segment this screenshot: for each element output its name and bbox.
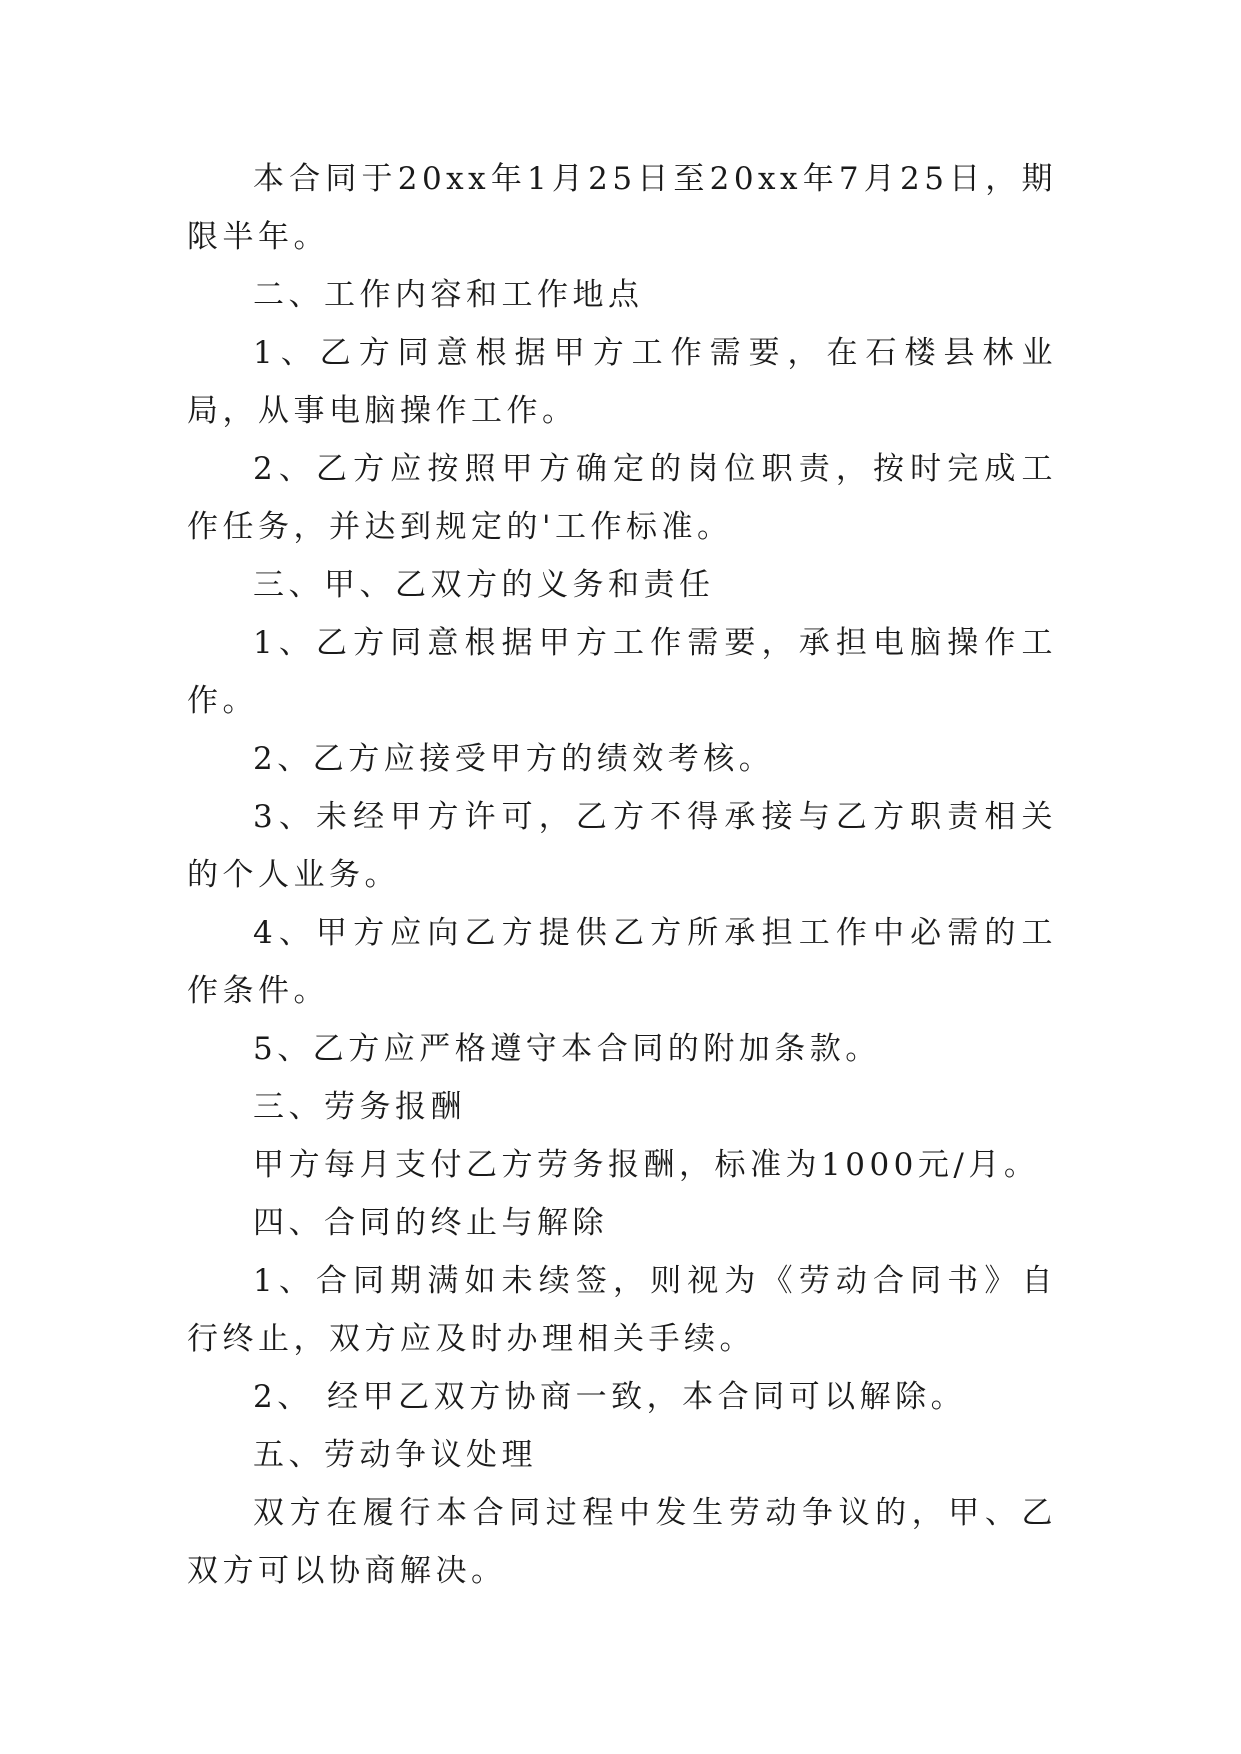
section-heading-termination: 四、合同的终止与解除: [253, 1205, 608, 1241]
termination-item-1: 1、合同期满如未续签，则视为《劳动合同书》自行终止，双方应及时办理相关手续。: [187, 1263, 1057, 1357]
contract-term-paragraph: 本合同于20xx年1月25日至20xx年7月25日，期限半年。: [187, 161, 1057, 255]
obligation-item-2: 2、乙方应接受甲方的绩效考核。: [253, 741, 775, 777]
obligation-item-4: 4、甲方应向乙方提供乙方所承担工作中必需的工作条件。: [187, 915, 1057, 1009]
work-content-item-2: 2、乙方应按照甲方确定的岗位职责，按时完成工作任务，并达到规定的'工作标准。: [187, 451, 1057, 545]
remuneration-paragraph: 甲方每月支付乙方劳务报酬，标准为1000元/月。: [253, 1147, 1040, 1183]
obligation-item-3: 3、未经甲方许可，乙方不得承接与乙方职责相关的个人业务。: [187, 799, 1057, 893]
section-heading-remuneration: 三、劳务报酬: [253, 1089, 466, 1125]
section-heading-obligations: 三、甲、乙双方的义务和责任: [253, 567, 715, 603]
obligation-item-1: 1、乙方同意根据甲方工作需要，承担电脑操作工作。: [187, 625, 1057, 719]
obligation-item-5: 5、乙方应严格遵守本合同的附加条款。: [253, 1031, 881, 1067]
work-content-item-1: 1、乙方同意根据甲方工作需要，在石楼县林业局，从事电脑操作工作。: [187, 335, 1057, 429]
termination-item-2: 2、 经甲乙双方协商一致，本合同可以解除。: [253, 1379, 967, 1415]
section-heading-disputes: 五、劳动争议处理: [253, 1437, 537, 1473]
disputes-paragraph: 双方在履行本合同过程中发生劳动争议的，甲、乙双方可以协商解决。: [187, 1495, 1057, 1589]
document-body: [187, 150, 1057, 1600]
section-heading-work-content: 二、工作内容和工作地点: [253, 277, 644, 313]
